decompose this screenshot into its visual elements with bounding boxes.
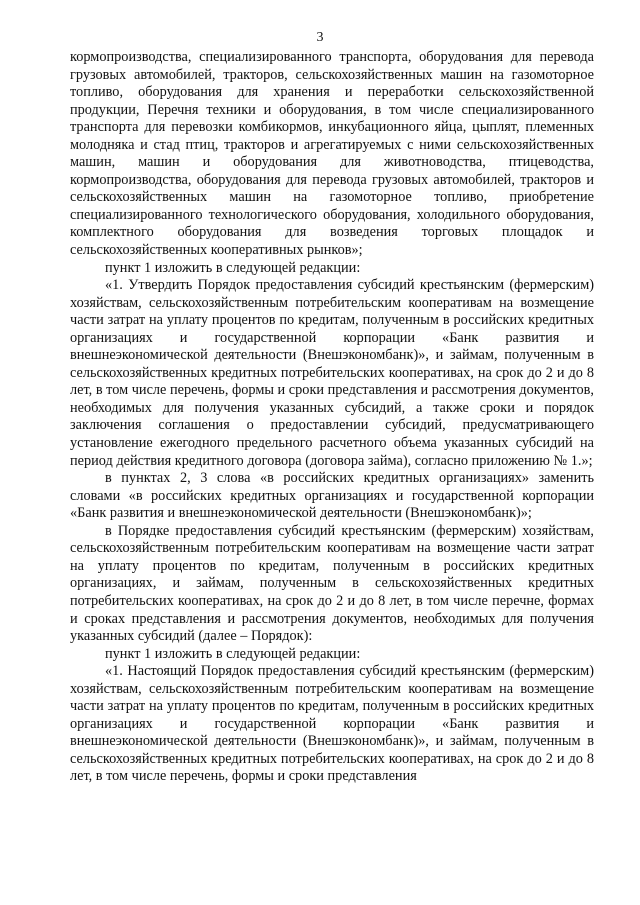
paragraph: пункт 1 изложить в следующей редакции:	[105, 645, 361, 662]
paragraph: в Порядке предоставления субсидий крестьянским (фермерским) хозяйствам, сельскохозяйственным потребительским кооперативам на возмещение части затрат на уплату процентов по кредитам, полученным в российских кредитных организациях, и займам, полученным в сельскохозяйственных кредитных потребительских кооперативах, на срок до 2 и до 8 лет, в том числе перечне, формах и сроках представления и рассмотрения документов, необходимых для получения указанных субсидий (далее – Порядок):	[70, 522, 594, 645]
paragraph: «1. Утвердить Порядок предоставления субсидий крестьянским (фермерским) хозяйствам, сельскохозяйственным потребительским кооперативам на возмещение части затрат на уплату процентов по кредитам, полученным в российских кредитных организациях и государственной корпорации «Банк развития и внешнеэкономической деятельности (Внешэкономбанк)», и займам, полученным в сельскохозяйственных кредитных потребительских кооперативах, на срок до 2 и до 8 лет, в том числе перечень, формы и сроки представления и рассмотрения документов, необходимых для получения указанных субсидий, а также сроки и порядок заключения соглашения о предоставлении субсидий, предусматривающего установление ежегодного предельного расчетного объема указанных субсидий на период действия кредитного договора (договора займа), согласно приложению № 1.»;	[70, 277, 594, 469]
paragraph: кормопроизводства, специализированного транспорта, оборудования для перевода грузовых автомобилей, тракторов, сельскохозяйственных машин на газомоторное топливо, оборудования для хранения и переработки сельскохозяйственной продукции, Перечня техники и оборудования, в том числе специализированного транспорта для перевозки комбикормов, инкубационного яйца, цыплят, племенных молодняка и стад птиц, тракторов и агрегатируемых с ними сельскохозяйственных машин, машин и оборудования для животноводства, птицеводства, кормопроизводства, оборудования для перевода грузовых автомобилей, тракторов и сельскохозяйственных машин на газомоторное топливо, приобретение специализированного технологического оборудования, холодильного оборудования, комплектного оборудования для возведения торговых площадок и сельскохозяйственных кооперативных рынков»;	[70, 49, 594, 259]
page-number: 3	[316, 30, 324, 45]
document-body	[70, 49, 594, 786]
paragraph: в пунктах 2, 3 слова «в российских кредитных организациях» заменить словами «в российских кредитных организациях и государственной корпорации «Банк развития и внешнеэкономической деятельности (Внешэкономбанк)»;	[70, 470, 594, 522]
paragraph: «1. Настоящий Порядок предоставления субсидий крестьянским (фермерским) хозяйствам, сельскохозяйственным потребительским кооперативам на возмещение части затрат на уплату процентов по кредитам, полученным в российских кредитных организациях и государственной корпорации «Банк развития и внешнеэкономической деятельности (Внешэкономбанк)», и займам, полученным в сельскохозяйственных кредитных потребительских кооперативах, на срок до 2 и до 8 лет, в том числе перечень, формы и сроки представления	[70, 663, 594, 785]
paragraph: пункт 1 изложить в следующей редакции:	[105, 259, 361, 276]
